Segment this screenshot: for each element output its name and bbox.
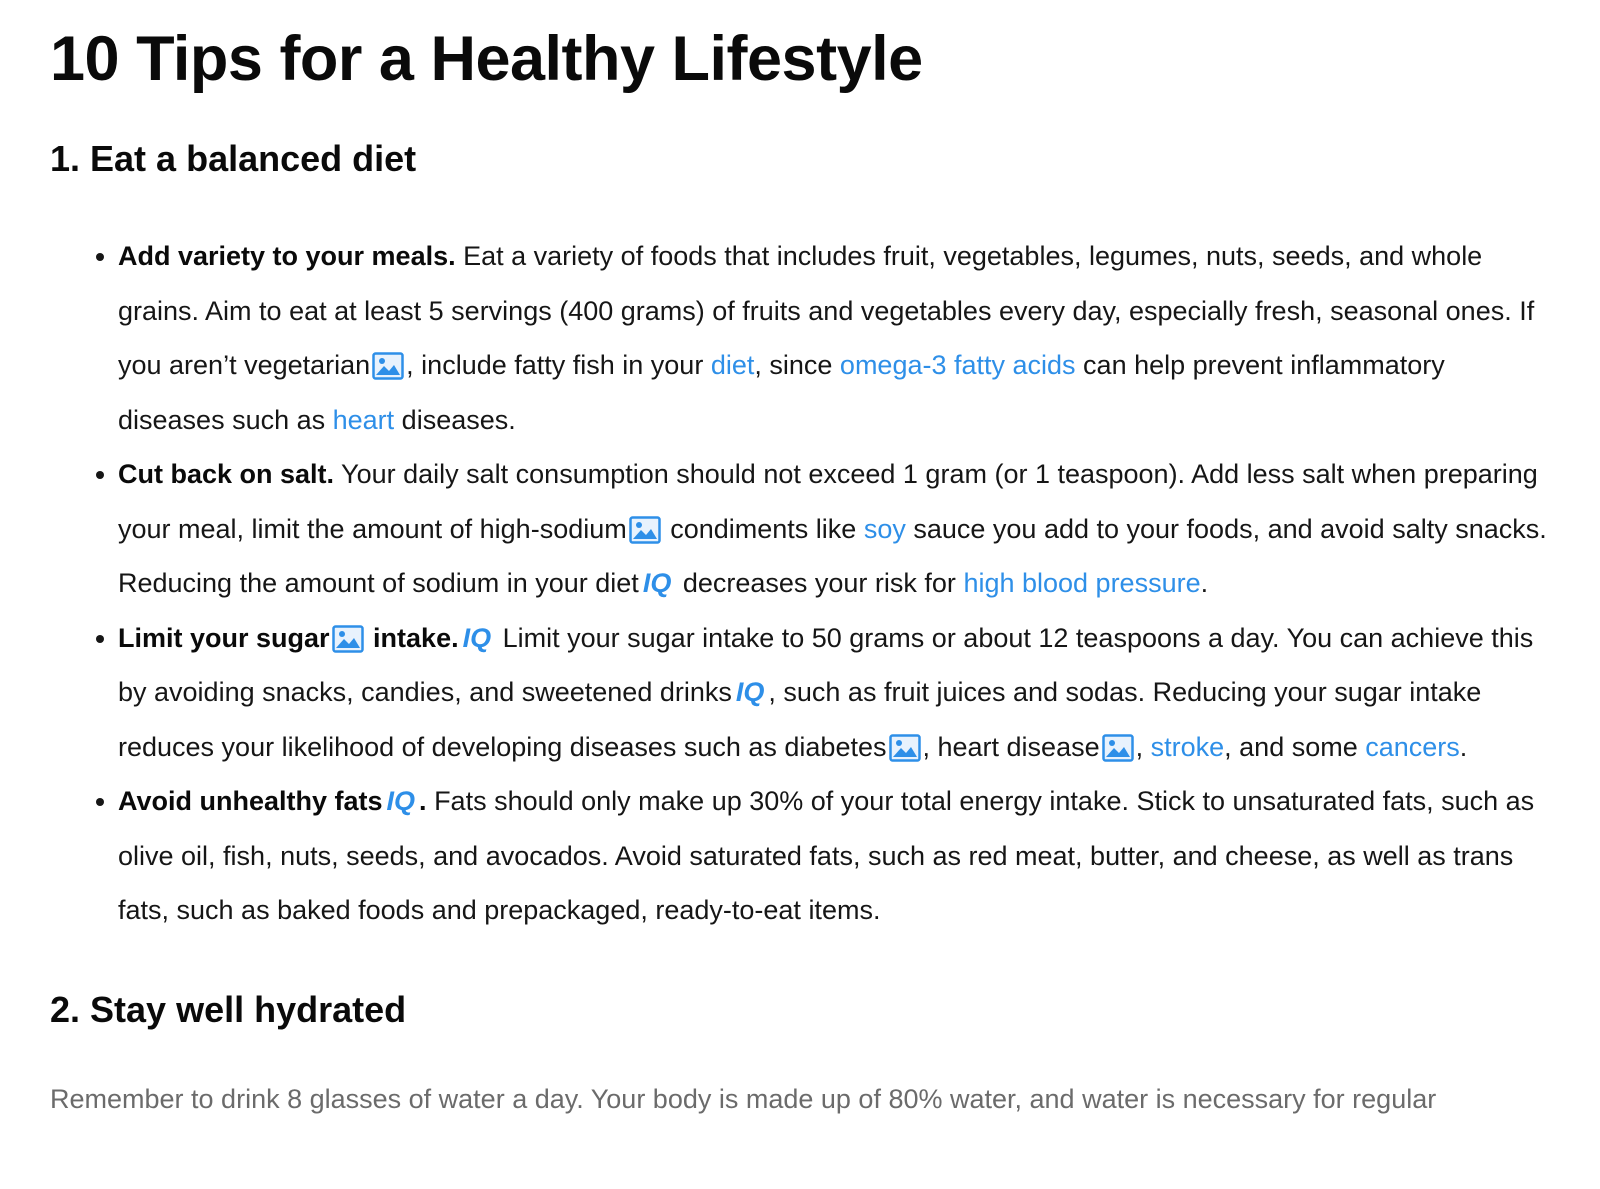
link-omega-3[interactable]: omega-3 fatty acids <box>839 350 1076 380</box>
tip-title-sugar: Limit your sugar <box>118 622 330 653</box>
tip-text: , include fatty fish in your <box>406 350 711 380</box>
section-heading-balanced-diet: 1. Eat a balanced diet <box>50 138 417 179</box>
tip-text: . <box>1200 568 1209 598</box>
image-icon[interactable] <box>629 508 661 536</box>
link-stroke[interactable]: stroke <box>1150 731 1225 762</box>
tip-text: decreases your risk for <box>675 568 964 598</box>
tip-title-variety: Add variety to your meals. <box>118 241 456 271</box>
tip-text: , heart disease <box>922 731 1100 762</box>
tip-title-sugar-intake: intake. <box>373 622 459 653</box>
tip-text: can help prevent inflammatory diseases such as <box>118 350 1445 435</box>
link-heart[interactable]: heart <box>332 404 395 435</box>
tip-text: Fats should only make up 30% of your total energy intake. Stick to unsaturated fats, such as olive oil, fish, nuts, seeds, and avocados. Avoid saturated fats, such as red meat, butter, and cheese, as well as trans fats, such as baked foods and prepackaged, ready-to-eat items. <box>118 786 1535 925</box>
tip-text: Your daily salt consumption should not exceed 1 gram (or 1 teaspoon). Add less salt when preparing your meal, limit the amount of high-sodium <box>118 459 1538 544</box>
image-icon[interactable] <box>889 726 921 754</box>
tips-list <box>50 229 1550 938</box>
list-item-sugar <box>118 611 1550 775</box>
image-icon[interactable] <box>332 617 364 645</box>
link-cancers[interactable]: cancers <box>1365 731 1460 762</box>
tip-text: . <box>1459 731 1468 762</box>
tip-text: Limit your sugar intake to 50 grams or about 12 teaspoons a day. You can achieve this by avoiding snacks, candies, and sweetened drinks <box>118 622 1534 707</box>
link-soy[interactable]: soy <box>863 513 906 544</box>
image-icon[interactable] <box>1102 726 1134 754</box>
list-item-salt <box>118 447 1550 611</box>
tip-text: diseases. <box>394 404 516 435</box>
link-high-blood-pressure[interactable]: high blood pressure <box>963 568 1201 598</box>
list-item-variety <box>118 229 1550 447</box>
iq-icon[interactable]: IQ <box>735 677 765 707</box>
tip-title-fats: Avoid unhealthy fats <box>118 786 383 816</box>
tip-text: , and some <box>1224 731 1366 762</box>
tip-text: , <box>1135 731 1151 762</box>
tip-title-fats-period: . <box>419 786 427 816</box>
tip-text: sauce you add to your foods, and avoid salty snacks. Reducing the amount of sodium in your diet <box>118 513 1547 598</box>
tip-text: , since <box>754 350 840 380</box>
section-heading-hydrated: 2. Stay well hydrated <box>50 988 407 1030</box>
bottom-fade-overlay <box>0 1129 1600 1189</box>
tip-title-salt: Cut back on salt. <box>118 459 335 489</box>
list-item-fats <box>118 774 1550 938</box>
page-title: 10 Tips for a Healthy Lifestyle <box>50 24 923 94</box>
iq-icon[interactable]: IQ <box>462 622 492 653</box>
iq-icon[interactable]: IQ <box>642 568 672 598</box>
tip-text: Eat a variety of foods that includes fruit, vegetables, legumes, nuts, seeds, and whole grains. Aim to eat at least 5 servings (400 grams) of fruits and vegetables every day, especially fresh, seasonal ones. If you aren’t vegetarian <box>118 241 1535 380</box>
iq-icon[interactable]: IQ <box>386 786 416 816</box>
tip-text: condiments like <box>662 513 864 544</box>
image-icon[interactable] <box>372 344 404 372</box>
link-diet[interactable]: diet <box>710 350 755 380</box>
section-paragraph-hydrated: Remember to drink 8 glasses of water a day. Your body is made up of 80% water, and water is necessary for regular <box>50 1083 1437 1114</box>
tip-text: , such as fruit juices and sodas. Reducing your sugar intake reduces your likelihood of developing diseases such as diabetes <box>118 677 1482 762</box>
